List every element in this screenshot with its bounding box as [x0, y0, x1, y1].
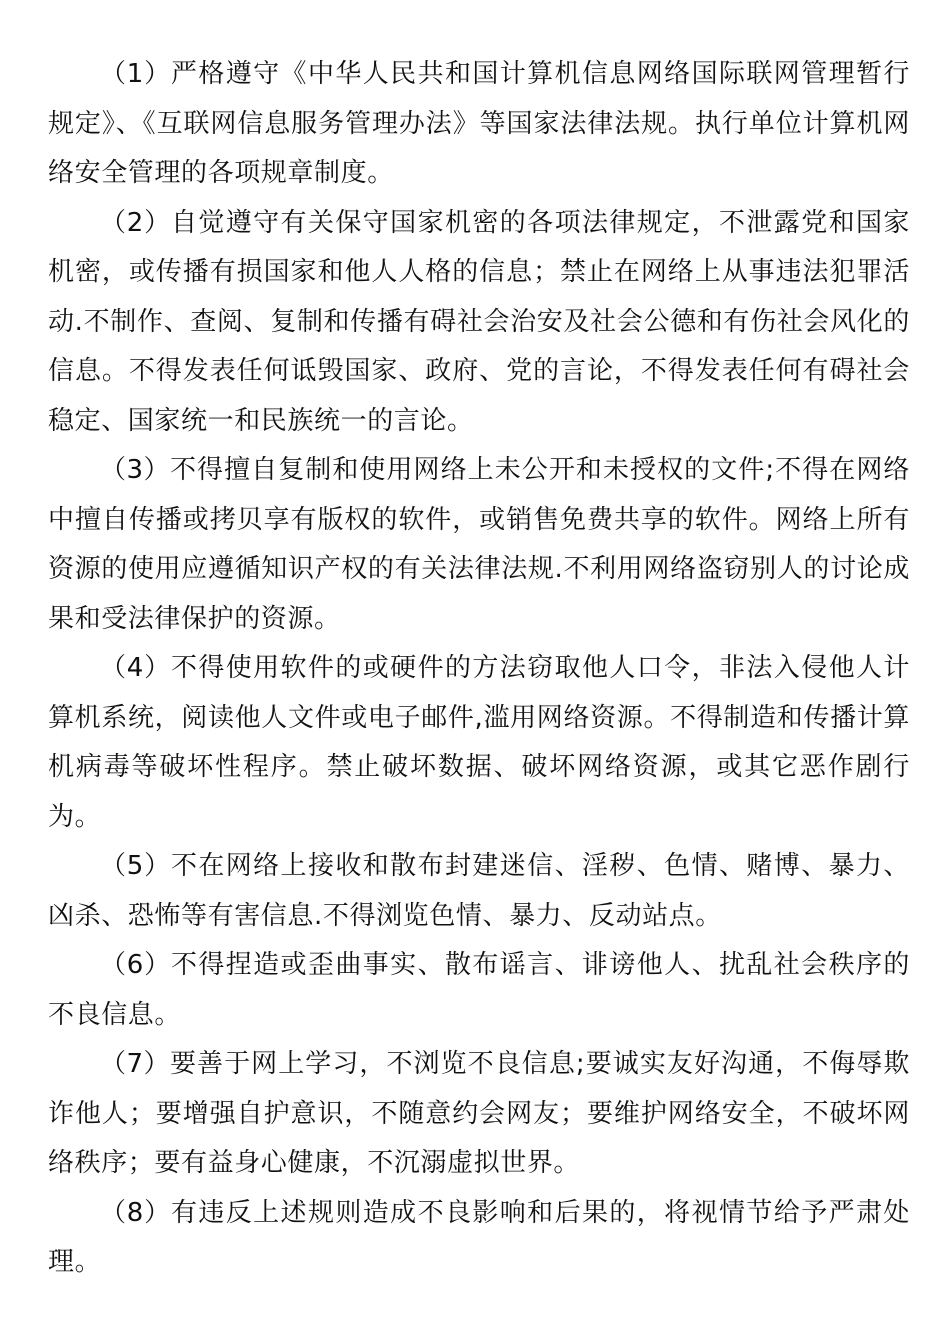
clause-6: [48, 941, 910, 1040]
clause-number: （4）: [100, 653, 171, 683]
document-page: [48, 50, 910, 1288]
clause-number: （8）: [100, 1197, 171, 1228]
clause-text: 要善于网上学习，不浏览不良信息;要诚实友好沟通，不侮辱欺诈他人；要增强自护意识，不随意约会网友；要维护网络安全，不破坏网络秩序；要有益身心健康，不沉溺虚拟世界。: [48, 1049, 910, 1178]
clause-2: [48, 199, 910, 447]
clause-text: 有违反上述规则造成不良影响和后果的，将视情节给予严肃处理。: [48, 1197, 910, 1277]
clause-text: 不在网络上接收和散布封建迷信、淫秽、色情、赌博、暴力、凶杀、恐怖等有害信息.不得浏览色情、暴力、反动站点。: [48, 851, 910, 931]
clause-7: [48, 1040, 910, 1189]
clause-4: [48, 644, 910, 842]
clause-8: [48, 1189, 910, 1288]
clause-text: 自觉遵守有关保守国家机密的各项法律规定，不泄露党和国家机密，或传播有损国家和他人人格的信息；禁止在网络上从事违法犯罪活动.不制作、查阅、复制和传播有碍社会治安及社会公德和有伤社会风化的信息。不得发表任何诋毁国家、政府、党的言论，不得发表任何有碍社会稳定、国家统一和民族统一的言论。: [48, 207, 910, 436]
clause-number: （7）: [100, 1049, 170, 1079]
clause-number: （1）: [100, 59, 171, 89]
clause-text: 不得擅自复制和使用网络上未公开和未授权的文件;不得在网络中擅自传播或拷贝享有版权的软件，或销售免费共享的软件。网络上所有资源的使用应遵循知识产权的有关法律法规.不利用网络盗窃别人的讨论成果和受法律保护的资源。: [48, 455, 910, 634]
clause-number: （6）: [100, 950, 171, 980]
clause-number: （2）: [100, 207, 171, 238]
clause-5: [48, 842, 910, 941]
clause-text: 严格遵守《中华人民共和国计算机信息网络国际联网管理暂行规定》、《互联网信息服务管理办法》等国家法律法规。执行单位计算机网络安全管理的各项规章制度。: [48, 59, 910, 188]
clause-number: （5）: [100, 851, 171, 881]
clause-3: [48, 446, 910, 644]
clause-text: 不得使用软件的或硬件的方法窃取他人口令，非法入侵他人计算机系统，阅读他人文件或电子邮件,滥用网络资源。不得制造和传播计算机病毒等破坏性程序。禁止破坏数据、破坏网络资源，或其它恶作剧行为。: [48, 653, 910, 832]
clause-text: 不得捏造或歪曲事实、散布谣言、诽谤他人、扰乱社会秩序的不良信息。: [48, 950, 910, 1030]
clause-number: （3）: [100, 455, 170, 485]
clause-1: [48, 50, 910, 199]
